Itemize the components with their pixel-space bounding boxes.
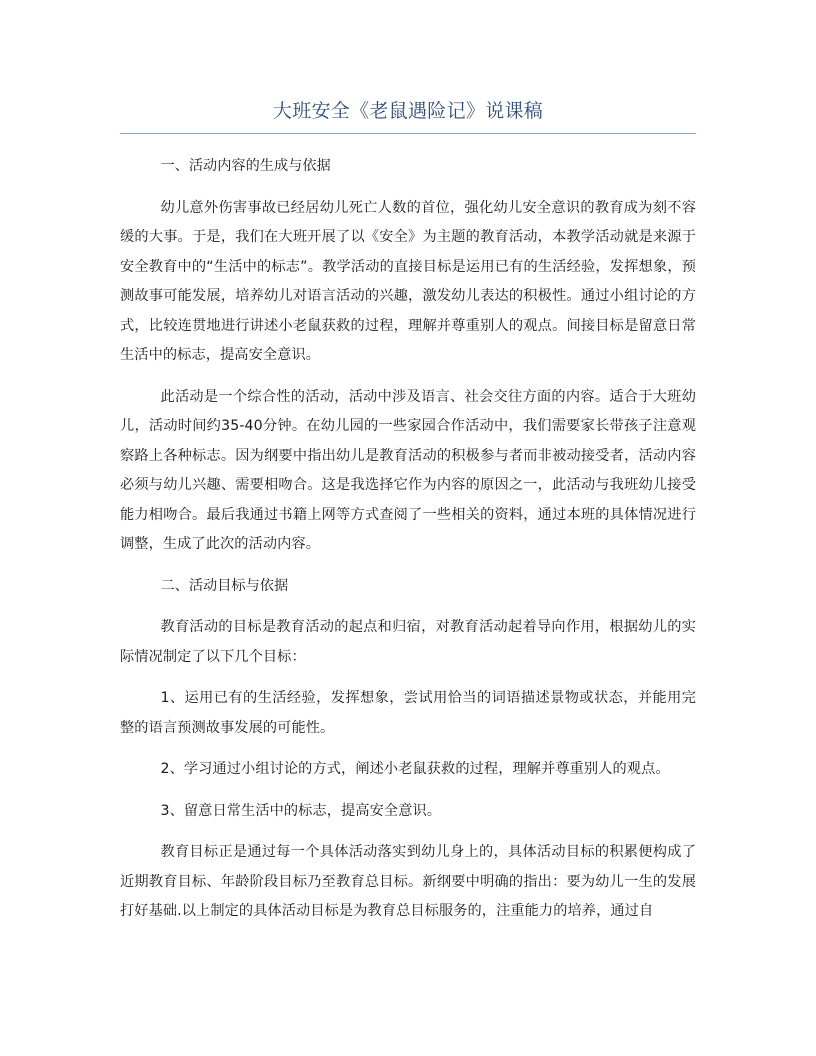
section-heading-2: 二、活动目标与依据 xyxy=(160,577,289,594)
title-divider xyxy=(120,133,696,134)
paragraph-1: 幼儿意外伤害事故已经居幼儿死亡人数的首位，强化幼儿安全意识的教育成为刻不容缓的大事。于是，我们在大班开展了以《安全》为主题的教育活动，本教学活动就是来源于安全教育中的“生活中的标志”。教学活动的直接目标是运用已有的生活经验，发挥想象，预测故事可能发展，培养幼儿对语言活动的兴趣，激发幼儿表达的积极性。通过小组讨论的方式，比较连贯地进行讲述小老鼠获救的过程，理解并尊重别人的观点。间接目标是留意日常生活中的标志，提高安全意识。 xyxy=(120,199,696,363)
goal-item-2: 2、学习通过小组讨论的方式，阐述小老鼠获救的过程，理解并尊重别人的观点。 xyxy=(160,761,670,777)
goal-item-1: 1、运用已有的生活经验，发挥想象，尝试用恰当的词语描述景物或状态，并能用完整的语言预测故事发展的可能性。 xyxy=(120,690,696,736)
section-heading-1: 一、活动内容的生成与依据 xyxy=(160,158,331,174)
goal-item-3: 3、留意日常生活中的标志，提高安全意识。 xyxy=(160,802,442,819)
paragraph-3: 教育活动的目标是教育活动的起点和归宿，对教育活动起着导向作用，根据幼儿的实际情况制定了以下几个目标： xyxy=(120,619,696,665)
paragraph-4: 教育目标正是通过每一个具体活动落实到幼儿身上的，具体活动目标的积累便构成了近期教育目标、年龄阶段目标乃至教育总目标。新纲要中明确的指出：要为幼儿一生的发展打好基础.以上制定的具体活动目标是为教育总目标服务的，注重能力的培养，通过自 xyxy=(120,844,696,919)
document-title: 大班安全《老鼠遇险记》说课稿 xyxy=(272,100,544,122)
document-body xyxy=(120,152,696,927)
paragraph-2: 此活动是一个综合性的活动，活动中涉及语言、社会交往方面的内容。适合于大班幼儿，活动时间约35-40分钟。在幼儿园的一些家园合作活动中，我们需要家长带孩子注意观察路上各种标志。因为纲要中指出幼儿是教育活动的积极参与者而非被动接受者，活动内容必须与幼儿兴趣、需要相吻合。这是我选择它作为内容的原因之一，此活动与我班幼儿接受能力相吻合。最后我通过书籍上网等方式查阅了一些相关的资料，通过本班的具体情况进行调整，生成了此次的活动内容。 xyxy=(120,388,696,552)
